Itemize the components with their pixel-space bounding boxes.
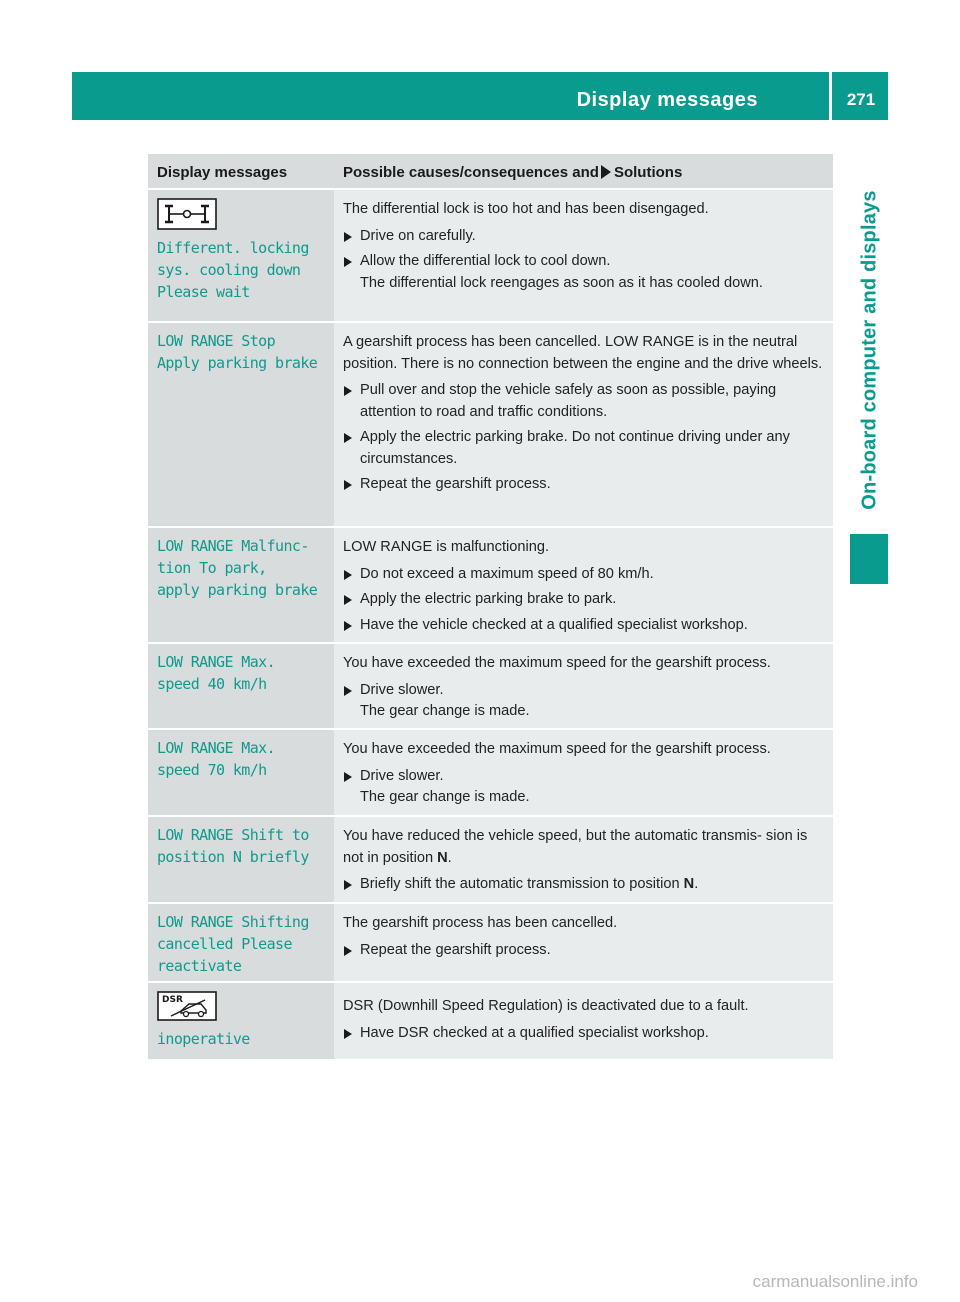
table-header [148, 154, 833, 190]
instruction-step [343, 226, 827, 248]
watermark: carmanualsonline.info [752, 1272, 918, 1291]
step-result-text: The differential lock reengages as soon as it has cooled down. [360, 274, 763, 291]
step-arrow-icon [344, 570, 352, 580]
step-result-text: The gear change is made. [360, 703, 530, 719]
solution-cell [334, 904, 833, 981]
step-text: Drive on carefully. [360, 227, 476, 244]
page-header-bar [72, 72, 888, 120]
column-header-causes-label: Possible causes/consequences and [343, 164, 599, 181]
table-row [148, 323, 833, 528]
table-row [148, 730, 833, 817]
step-text: Repeat the gearshift process. [360, 476, 551, 492]
differential-lock-icon [157, 198, 217, 230]
solution-cell [334, 644, 833, 728]
step-arrow-icon [344, 433, 352, 443]
instruction-step [343, 680, 827, 723]
arrow-right-icon [601, 165, 611, 179]
cause-text: DSR (Downhill Speed Regulation) is deactivated due to a fault. [343, 998, 749, 1014]
step-arrow-icon [344, 480, 352, 490]
step-text: Apply the electric parking brake. Do not continue driving under any circumstances. [360, 429, 790, 467]
step-arrow-icon [344, 1029, 352, 1039]
table-row [148, 817, 833, 904]
display-message-text: inoperative [157, 1030, 250, 1048]
step-text-end: . [694, 876, 699, 892]
cause-text [343, 826, 827, 869]
step-arrow-icon [344, 686, 352, 696]
cause-text: You have exceeded the maximum speed for the gearshift process. [343, 741, 771, 757]
dsr-icon-label: DSR [162, 995, 183, 1005]
cause-text: The gearshift process has been cancelled. [343, 915, 618, 931]
side-tab-label: On-board computer and displays [858, 190, 881, 510]
message-cell [148, 528, 334, 642]
message-cell [148, 817, 334, 902]
solution-cell [334, 730, 833, 815]
cause-text: The differential lock is too hot and has been disengaged. [343, 201, 709, 217]
instruction-step [343, 380, 827, 423]
step-text: Briefly shift the automatic transmission to position [360, 876, 684, 892]
column-header-display-messages: Display messages [157, 164, 288, 181]
step-arrow-icon [344, 232, 352, 242]
cause-text-part: You have reduced the vehicle speed, but the automatic transmis‐ sion is not in position [343, 828, 808, 866]
cause-text-end: . [447, 849, 452, 866]
table-row [148, 644, 833, 730]
table-row [148, 190, 833, 323]
instruction-step [343, 251, 827, 294]
header-title: Display messages [576, 89, 758, 111]
column-header-solutions-label: Solutions [613, 164, 683, 181]
display-message-text: LOW RANGE Max. speed 70 km/h [157, 739, 276, 779]
step-arrow-icon [344, 621, 352, 631]
position-n-label: N [437, 849, 448, 866]
dsr-icon [157, 991, 217, 1021]
step-arrow-icon [344, 595, 352, 605]
solution-cell [334, 817, 833, 902]
header-divider [829, 72, 832, 120]
side-tab [850, 167, 890, 533]
message-cell [148, 323, 334, 526]
solution-cell [334, 528, 833, 642]
page-number: 271 [846, 90, 876, 109]
instruction-step [343, 766, 827, 809]
step-text: Repeat the gearshift process. [360, 941, 551, 958]
cause-text: You have exceeded the maximum speed for the gearshift process. [343, 655, 771, 671]
display-message-text: LOW RANGE Malfunc‐ tion To park, apply parking brake [157, 537, 318, 599]
display-message-text: LOW RANGE Shift to position N briefly [157, 826, 309, 866]
cause-text: LOW RANGE is malfunctioning. [343, 539, 550, 555]
message-cell [148, 904, 334, 981]
step-arrow-icon [344, 880, 352, 890]
cause-text: A gearshift process has been cancelled. LOW RANGE is in the neutral position. There is no connection between the engine and the drive wheels. [343, 334, 823, 372]
step-arrow-icon [344, 772, 352, 782]
step-text: Have DSR checked at a qualified specialist workshop. [360, 1024, 709, 1041]
message-cell [148, 644, 334, 728]
solution-cell [334, 190, 833, 321]
instruction-step [343, 474, 827, 496]
instruction-step [343, 564, 827, 586]
step-arrow-icon [344, 946, 352, 956]
solution-cell [334, 983, 833, 1059]
step-result-text: The gear change is made. [360, 789, 530, 805]
step-arrow-icon [344, 386, 352, 396]
position-n-label: N [683, 876, 695, 892]
instruction-step [343, 1023, 827, 1045]
display-messages-table [148, 154, 833, 1059]
step-arrow-icon [344, 257, 352, 267]
step-text: Have the vehicle checked at a qualified specialist workshop. [360, 616, 748, 633]
table-row [148, 904, 833, 983]
display-message-text: LOW RANGE Shifting cancelled Please reactivate [157, 913, 309, 975]
column-header-causes [334, 154, 833, 188]
display-message-text: LOW RANGE Stop Apply parking brake [157, 332, 318, 372]
instruction-step [343, 427, 827, 470]
display-message-text: Different. locking sys. cooling down Please wait [157, 239, 309, 301]
step-text: Pull over and stop the vehicle safely as soon as possible, paying attention to road and traffic conditions. [360, 382, 777, 420]
display-message-text: LOW RANGE Max. speed 40 km/h [157, 653, 276, 693]
message-cell [148, 983, 334, 1059]
instruction-step [343, 940, 827, 962]
step-text: Drive slower. [360, 767, 444, 784]
step-text: Allow the differential lock to cool down. [360, 253, 611, 269]
side-tab-marker [850, 534, 888, 584]
step-text: Apply the electric parking brake to park. [360, 591, 617, 607]
instruction-step [343, 615, 827, 637]
step-text: Drive slower. [360, 681, 444, 698]
table-row [148, 528, 833, 644]
table-row [148, 983, 833, 1059]
instruction-step [343, 589, 827, 611]
instruction-step [343, 874, 827, 896]
message-cell [148, 730, 334, 815]
message-cell [148, 190, 334, 321]
solution-cell [334, 323, 833, 526]
step-text: Do not exceed a maximum speed of 80 km/h. [360, 565, 654, 582]
